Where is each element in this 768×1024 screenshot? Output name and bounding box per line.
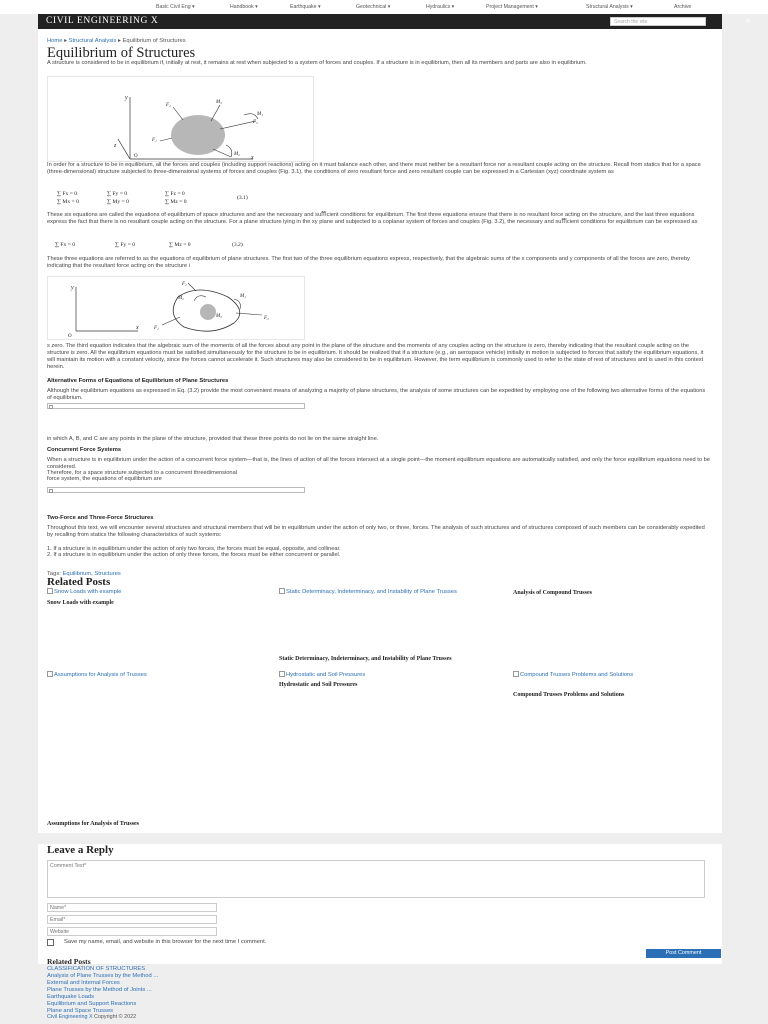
alternative-forms-heading: Alternative Forms of Equations of Equilibrium of Plane Structures bbox=[47, 378, 229, 384]
eq-sum-fy: ∑ Fy = 0 bbox=[107, 191, 128, 197]
intro-paragraph: A structure is considered to be in equilibrium if, initially at rest, it remains at rest when subjected to a system of forces and couples. If a structure is in equilibrium, then all its members and parts are also in equilibrium. bbox=[47, 60, 587, 66]
nav-earthquake[interactable]: Earthquake ▾ bbox=[290, 4, 321, 10]
website-field[interactable] bbox=[47, 927, 217, 936]
related-post-image-link[interactable]: Static Determinacy, Indeterminacy, and Instability of Plane Trusses bbox=[279, 588, 469, 596]
eq-sum-fy: ∑ Fy = 0 bbox=[115, 242, 136, 248]
alternative-forms-paragraph: Although the equilibrium equations as expressed in Eq. (3.2) provide the most convenient means of analyzing a majority of plane structures, the analysis of some structures can be expedited by employing one of the following two alternative forms of the equations of equilibrium. bbox=[47, 388, 706, 401]
nav-structural-analysis[interactable]: Structural Analysis ▾ bbox=[586, 4, 633, 10]
breadcrumb-separator-icon: ▸ bbox=[64, 38, 68, 44]
moment-m3-label: M₃ bbox=[216, 314, 222, 319]
leave-reply-heading: Leave a Reply bbox=[47, 844, 114, 856]
axis-y-label: y bbox=[71, 285, 74, 291]
save-info-label: Save my name, email, and website in this browser for the next time I comment. bbox=[64, 939, 267, 945]
page-title: Equilibrium of Structures bbox=[47, 45, 196, 61]
force-f2-label: F₂ bbox=[182, 282, 187, 287]
related-post-image-link[interactable]: Compound Trusses Problems and Solutions bbox=[513, 671, 718, 679]
name-field[interactable] bbox=[47, 903, 217, 912]
equation-3-1 bbox=[47, 189, 297, 209]
related-post-title[interactable]: Assumptions for Analysis of Trusses bbox=[47, 821, 140, 827]
plane-force-diagram bbox=[48, 277, 304, 339]
equation-number: (3.2) bbox=[232, 242, 243, 248]
copyright-text: Copyright © 2022 bbox=[92, 1014, 137, 1020]
search-placeholder: Search the site bbox=[614, 19, 648, 25]
article-card bbox=[38, 29, 722, 833]
comment-form-card bbox=[38, 844, 722, 964]
related-post-image-link[interactable]: Assumptions for Analysis of Trusses bbox=[47, 671, 257, 679]
equation-3-2 bbox=[47, 241, 297, 251]
footer-related-link[interactable]: Analysis of Plane Trusses by the Method ... bbox=[47, 973, 159, 979]
origin-label: O bbox=[134, 154, 138, 159]
related-post-title[interactable]: Compound Trusses Problems and Solutions bbox=[513, 692, 625, 698]
breadcrumb bbox=[47, 38, 186, 44]
post-comment-button[interactable]: Post Comment bbox=[646, 949, 721, 958]
related-post-title[interactable]: Snow Loads with example bbox=[47, 600, 114, 606]
eq-sum-mz: ∑ Mz = 0 bbox=[169, 242, 191, 248]
tag-structures[interactable]: Structures bbox=[94, 571, 121, 577]
moment-m2-label: M₂ bbox=[178, 296, 184, 301]
related-post-image-link[interactable]: Hydrostatic and Soil Pressures bbox=[279, 671, 469, 679]
axis-z-label: z bbox=[114, 143, 117, 149]
footer-related-heading: Related Posts bbox=[47, 957, 91, 966]
nav-handbook[interactable]: Handbook ▾ bbox=[230, 4, 258, 10]
two-three-force-heading: Two-Force and Three-Force Structures bbox=[47, 515, 154, 521]
related-post-title[interactable]: Analysis of Compound Trusses bbox=[513, 590, 592, 596]
top-nav bbox=[0, 0, 768, 14]
abc-points-paragraph: in which A, B, and C are any points in the plane of the structure, provided that these three points do not lie on the same straight line. bbox=[47, 436, 379, 442]
footer-related-link[interactable]: External and Internal Forces bbox=[47, 980, 120, 986]
nav-project-management[interactable]: Project Management ▾ bbox=[486, 4, 538, 10]
concurrent-space-paragraph-line2: force system, the equations of equilibrium are bbox=[47, 476, 162, 482]
eq-sum-fx: ∑ Fx = 0 bbox=[55, 242, 76, 248]
force-f3-label: F₃ bbox=[253, 120, 258, 125]
site-brand[interactable]: CIVIL ENGINEERING X bbox=[46, 16, 159, 26]
alternative-equations-image bbox=[47, 403, 305, 409]
footer-related-link[interactable]: Plane Trusses by the Method of Joints ... bbox=[47, 987, 152, 993]
eq-sum-fx: ∑ Fx = 0 bbox=[57, 191, 78, 197]
concurrent-force-paragraph: When a structure is in equilibrium under the action of a concurrent force system—that is, the lines of action of all the forces intersect at a single point—the moment equilibrium equations are automatically satisfied, and only the force equilibrium equations need to be considered. bbox=[47, 457, 710, 470]
save-info-checkbox[interactable] bbox=[47, 939, 54, 946]
force-f1-label: F₁ bbox=[152, 138, 157, 143]
related-posts-heading: Related Posts bbox=[47, 576, 111, 588]
breadcrumb-structural-analysis[interactable]: Structural Analysis bbox=[68, 38, 117, 44]
nav-archive[interactable]: Archive bbox=[674, 4, 692, 10]
search-input[interactable] bbox=[610, 17, 706, 26]
copyright bbox=[47, 1014, 136, 1020]
eq-sum-my: ∑ My = 0 bbox=[107, 199, 129, 205]
moment-m2-label: M₂ bbox=[234, 152, 240, 157]
close-icon[interactable]: ✕ bbox=[745, 18, 751, 25]
moment-m1-label: M₁ bbox=[257, 112, 263, 117]
broken-image-icon bbox=[49, 489, 53, 493]
two-three-force-paragraph: Throughout this text, we will encounter several structures and structural members that will be in equilibrium under the action of only two, or three, forces. The analysis of such structures and of structures composed of such members can be considerably expedited by recalling from statics the following characteristics of such systems: bbox=[47, 525, 705, 538]
equilibrium-paragraph: In order for a structure to be in equilibrium, all the forces and couples (including support reactions) acting on it must balance each other, and there must neither be a resultant force nor a resultant couple acting on the structure. Recall from statics that for a space (three-dimensional) structure subjected to three-dimensional systems of forces and couples (Fig. 3.1), the conditions of zero resultant force and zero resultant couple can be expressed in a Cartesian (xyz) coordinate system as bbox=[47, 162, 701, 175]
footer-related-link[interactable]: Equilibrium and Support Reactions bbox=[47, 1001, 137, 1007]
axis-x-label: x bbox=[251, 155, 254, 161]
six-equations-paragraph: These six equations are called the equations of equilibrium of space structures and are the necessary and suﬃcient conditions for equilibrium. The first three equations ensure that there is no resultant force acting on the structure, and the last three equations express the fact that there is no resultant couple acting on the structure. For a plane structure lying in the xy plane and subjected to a coplanar system of forces and couples (Fig. 3.2), the necessary and suﬃcient conditions for equilibrium can be expressed as bbox=[47, 212, 698, 225]
concurrent-space-paragraph-line1: Therefore, for a space structure subjected to a concurrent threedimensional bbox=[47, 470, 238, 476]
concurrent-force-heading: Concurrent Force Systems bbox=[47, 447, 122, 453]
nav-basic-civil[interactable]: Basic Civil Eng ▾ bbox=[156, 4, 195, 10]
site-header bbox=[38, 14, 751, 29]
broken-image-icon bbox=[49, 405, 53, 409]
footer-related-link[interactable]: Plane and Space Trusses bbox=[47, 1008, 114, 1014]
breadcrumb-current: Equilibrium of Structures bbox=[122, 38, 186, 44]
figure-3-1 bbox=[47, 76, 314, 162]
footer-brand-link[interactable]: Civil Engineering X bbox=[47, 1014, 93, 1020]
related-post-title[interactable]: Static Determinacy, Indeterminacy, and Instability of Plane Trusses bbox=[279, 656, 452, 662]
eq-sum-fz: ∑ Fz = 0 bbox=[165, 191, 185, 197]
eq-sum-mz: ∑ Mz = 0 bbox=[165, 199, 187, 205]
footer-related-link[interactable]: CLASSIFICATION OF STRUCTURES bbox=[47, 966, 146, 972]
space-force-diagram bbox=[48, 77, 313, 161]
axis-y-label: y bbox=[125, 95, 128, 101]
footer-related-link[interactable]: Earthquake Loads bbox=[47, 994, 95, 1000]
third-equation-paragraph: s zero. The third equation indicates that the algebraic sum of the moments of all the forces about any point in the plane of the structure and the moments of any couples acting on the structure is zero, thereby indicating that the resultant couple acting on the structure is zero. All the equilibrium equations must be satisfied simultaneously for the structure to be in equilibrium. It should be realized that if a structure (e.g., an aerospace vehicle) initially in motion is subjected to forces that satisfy the equilibrium equations, it will maintain its motion with a constant velocity, since the forces cannot accelerate it. Such structures may also be considered to be in equilibrium. However, the term equilibrium is commonly used to refer to the state of rest of structures and is used in this context herein. bbox=[47, 343, 704, 370]
tags-label: Tags: bbox=[47, 571, 61, 577]
force-f2-label: F₂ bbox=[166, 103, 171, 108]
related-post-title[interactable]: Hydrostatic and Soil Pressures bbox=[279, 682, 358, 688]
list-item: 1. If a structure is in equilibrium under the action of only two forces, the forces must be equal, opposite, and collinear. bbox=[47, 546, 341, 552]
origin-label: O bbox=[68, 334, 72, 339]
concurrent-equations-image bbox=[47, 487, 305, 493]
related-post-image-link[interactable]: Snow Loads with example bbox=[47, 588, 257, 596]
force-f3-label: F₃ bbox=[264, 316, 269, 321]
plane-equations-paragraph: These three equations are referred to as the equations of equilibrium of plane structures. The first two of the three equilibrium equations express, respectively, that the algebraic sums of the x components and y components of all the forces are zero, thereby indicating that the resultant force acting on the structure i bbox=[47, 256, 690, 269]
tag-equilibrium[interactable]: Equilibrium, bbox=[62, 571, 93, 577]
eq-sum-mx: ∑ Mx = 0 bbox=[57, 199, 79, 205]
email-field[interactable] bbox=[47, 915, 217, 924]
moment-m1-label: M₁ bbox=[240, 294, 246, 299]
axis-x-label: x bbox=[136, 325, 139, 331]
list-item: 2. If a structure is in equilibrium under the action of only three forces, the forces must be either concurrent or parallel. bbox=[47, 552, 341, 558]
breadcrumb-home[interactable]: Home bbox=[47, 38, 63, 44]
force-f1-label: F₁ bbox=[154, 326, 159, 331]
nav-geotechnical[interactable]: Geotechnical ▾ bbox=[356, 4, 391, 10]
comment-textarea[interactable] bbox=[47, 860, 705, 898]
equation-number: (3.1) bbox=[237, 195, 248, 201]
figure-3-2 bbox=[47, 276, 305, 340]
moment-m3-label: M₃ bbox=[216, 100, 222, 105]
breadcrumb-separator-icon: ▸ bbox=[117, 38, 121, 44]
nav-hydraulics[interactable]: Hydraulics ▾ bbox=[426, 4, 455, 10]
